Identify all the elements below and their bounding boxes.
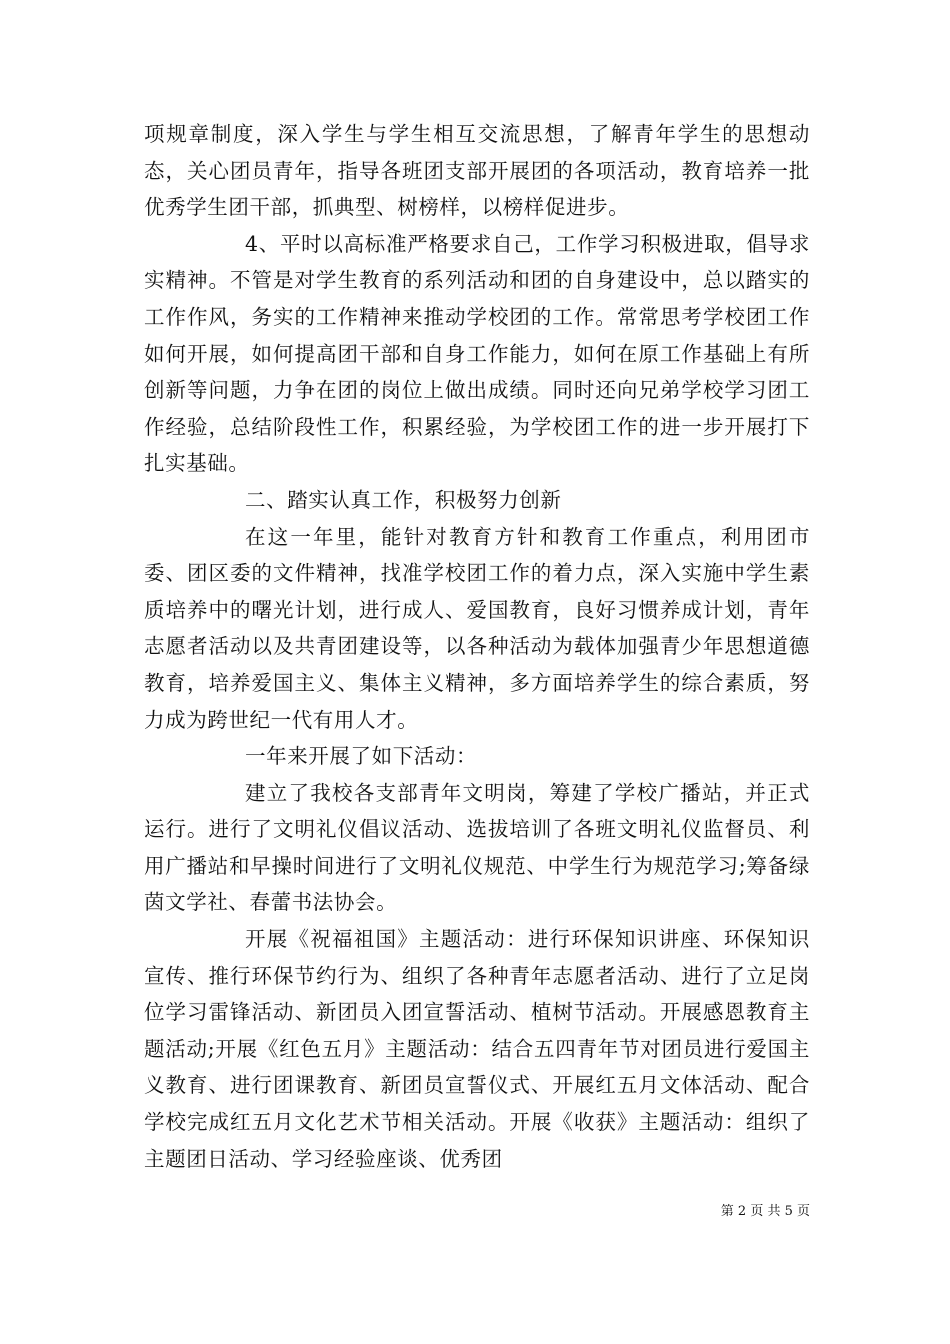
paragraph-6: 开展《祝福祖国》主题活动：进行环保知识讲座、环保知识宣传、推行环保节约行为、组织了各种青年志愿者活动、进行了立足岗位学习雷锋活动、新团员入团宣誓活动、植树节活动。开展感恩教育主题活动;开展《红色五月》主题活动：结合五四青年节对团员进行爱国主义教育、进行团课教育、新团员宣誓仪式、开展红五月文体活动、配合学校完成红五月文化艺术节相关活动。开展《收获》主题活动：组织了主题团日活动、学习经验座谈、优秀团 [144, 927, 810, 1171]
paragraph-3: 在这一年里，能针对教育方针和教育工作重点，利用团市委、团区委的文件精神，找准学校团工作的着力点，深入实施中学生素质培养中的曙光计划，进行成人、爱国教育，良好习惯养成计划，青年志愿者活动以及共青团建设等，以各种活动为载体加强青少年思想道德教育，培养爱国主义、集体主义精神，多方面培养学生的综合素质，努力成为跨世纪一代有用人才。 [144, 524, 810, 732]
paragraph-1: 项规章制度，深入学生与学生相互交流思想，了解青年学生的思想动态，关心团员青年，指导各班团支部开展团的各项活动，教育培养一批优秀学生团干部，抓典型、树榜样，以榜样促进步。 [144, 122, 810, 220]
document-body [144, 116, 810, 1177]
page-number-footer: 第 2 页 共 5 页 [720, 1204, 810, 1219]
section-heading: 二、踏实认真工作，积极努力创新 [245, 487, 562, 512]
paragraph-4: 一年来开展了如下活动： [245, 744, 478, 769]
paragraph-5: 建立了我校各支部青年文明岗，筹建了学校广播站，并正式运行。进行了文明礼仪倡议活动、选拔培训了各班文明礼仪监督员、利用广播站和早操时间进行了文明礼仪规范、中学生行为规范学习;筹备绿茵文学社、春蕾书法协会。 [144, 780, 810, 915]
paragraph-2: 4、平时以高标准严格要求自己，工作学习积极进取，倡导求实精神。不管是对学生教育的系列活动和团的自身建设中，总以踏实的工作作风，务实的工作精神来推动学校团的工作。常常思考学校团工作如何开展，如何提高团干部和自身工作能力，如何在原工作基础上有所创新等问题，力争在团的岗位上做出成绩。同时还向兄弟学校学习团工作经验，总结阶段性工作，积累经验，为学校团工作的进一步开展打下扎实基础。 [144, 231, 810, 476]
